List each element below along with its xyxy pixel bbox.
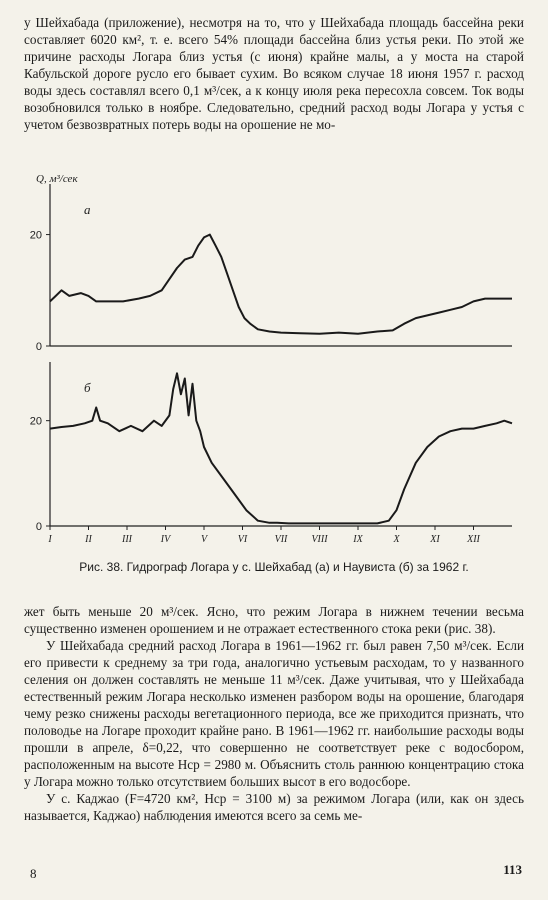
x-tick-label: VIII (311, 534, 328, 545)
panel-a (30, 173, 512, 353)
paragraph: У Шейхабада средний расход Логара в 1961—1962 гг. был равен 7,50 м³/сек. Если его привести к среднему за три года, аналогично устьевым расходам, то у названного селения он должен составлять не меньше 11 м³/сек. Даже учитывая, что у Шейхабада естественный режим Логара несколько изменен разбором воды на орошение, благодаря чему резко снижены расходы вегетационного периода, все же приходится признать, что половодье на Логаре проходит крайне рано. В 1961—1962 гг. наибольшие расходы воды прошли в апреле, δ=0,22, что совершенно не соответствует реке с водосбором, расположенным на высоте Hср = 2980 м. Объяснить столь раннюю концентрацию стока у Логара можно только отсутствием больших высот в его водосборе. (24, 638, 524, 789)
hydrograph-figure (0, 168, 548, 568)
x-tick-label: VII (274, 534, 288, 545)
x-tick-label: V (200, 534, 208, 545)
y-tick-label: 20 (29, 415, 42, 428)
x-tick-label: X (393, 534, 400, 545)
panel-label: б (84, 380, 91, 395)
paragraph: у Шейхабада (приложение), несмотря на то, что у Шейхабада площадь бассейна реки составляет 6020 км², т. е. всего 54% площади бассейна близ устья реки. По этой же причине расходы Логара близ устья (с июня) крайне малы, а у моста на старой Кабульской дороге русло его бывает сухим. Во всяком случае 18 июня 1957 г. расход воды здесь составлял всего 0,1 м³/сек, а к концу июля река пересохла совсем. Ток воды возобновился только в ноябре. Следовательно, средний расход воды Логара у устья с учетом безвозвратных потерь воды на орошение не мо- (24, 15, 524, 132)
y-tick-label: 0 (35, 341, 42, 353)
paragraph: жет быть меньше 20 м³/сек. Ясно, что режим Логара в нижнем течении весьма существенно изменен орошением и не отражает естественного стока реки (рис. 38). (24, 604, 524, 636)
panel-b (30, 362, 512, 545)
x-tick-label: IV (160, 534, 171, 545)
series-line (50, 373, 512, 523)
x-tick-label: IX (353, 534, 363, 545)
page-number-right: 113 (503, 862, 522, 877)
series-line (50, 235, 512, 334)
x-tick-label: XII (467, 534, 480, 545)
top-text (24, 14, 524, 133)
panel-label: а (84, 202, 91, 217)
page-number-left: 8 (30, 866, 37, 881)
bottom-text (24, 603, 524, 824)
y-axis-label: Q, м³/сек (36, 173, 78, 185)
x-tick-label: II (85, 534, 92, 545)
y-tick-label: 20 (29, 229, 42, 242)
y-tick-label: 0 (35, 521, 42, 533)
figure-caption: Рис. 38. Гидрограф Логара у с. Шейхабад (а) и Наувиста (б) за 1962 г. (79, 560, 469, 574)
x-tick-label: III (122, 534, 132, 545)
x-tick-label: VI (237, 534, 248, 545)
x-tick-label: XI (430, 534, 440, 545)
paragraph: У с. Каджао (F=4720 км², Hср = 3100 м) за режимом Логара (или, как он здесь называется, Каджао) наблюдения имеются всего за семь ме- (24, 791, 524, 823)
x-tick-label: I (48, 534, 52, 545)
